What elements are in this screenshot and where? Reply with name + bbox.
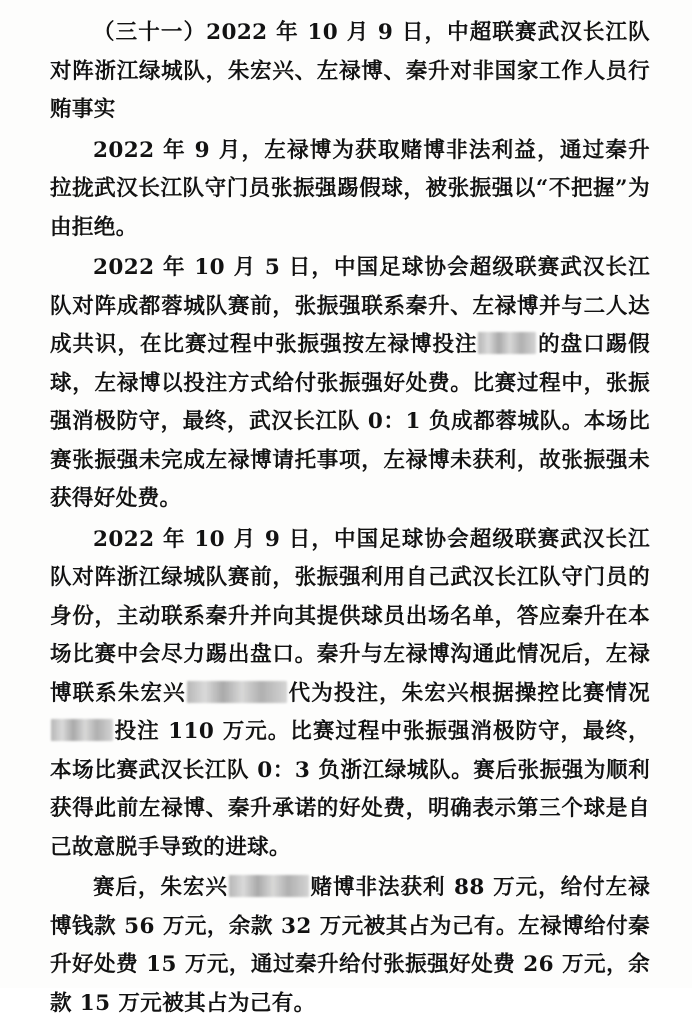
paragraph-text: 的盘口踢假球，左禄博以投注方式给付张振强好处费。比赛过程中，张振强消极防守，最终，武汉长江队 0：1 负成都蓉城队。本场比赛张振强未完成左禄博请托事项，左禄博未获利，故张振强未获得好处费。 (50, 332, 650, 511)
paragraph-text: 赛后，朱宏兴 (93, 875, 228, 900)
paragraph (50, 14, 650, 130)
paragraph (50, 521, 650, 868)
paragraph-text: （三十一）2022 年 10 月 9 日，中超联赛武汉长江队对阵浙江绿城队，朱宏兴、左禄博、秦升对非国家工作人员行贿事实 (50, 20, 650, 122)
paragraph-text: 2022 年 10 月 5 日，中国足球协会超级联赛武汉长江队对阵成都蓉城队赛前，张振强联系秦升、左禄博并与二人达成共识，在比赛过程中张振强按左禄博投注 (50, 255, 650, 357)
redacted-text-block (187, 681, 287, 703)
redacted-text-block (229, 875, 309, 897)
paragraph (50, 132, 650, 248)
paragraph-text: 2022 年 9 月，左禄博为获取赌博非法利益，通过秦升拉拢武汉长江队守门员张振强踢假球，被张振强以“不把握”为由拒绝。 (50, 137, 650, 240)
paragraph-text: 赌博非法获利 88 万元，给付左禄博钱款 56 万元，余款 32 万元被其占为己有。左禄博给付秦升好处费 15 万元，通过秦升给付张振强好处费 26 万元，余款 15 万元被其占为己有。 (50, 875, 650, 1016)
paragraph (50, 869, 650, 1023)
paragraph-text: 代为投注，朱宏兴根据操控比赛情况 (287, 680, 651, 706)
paragraph-text: 投注 110 万元。比赛过程中张振强消极防守，最终，本场比赛武汉长江队 0：3 负浙江绿城队。赛后张振强为顺利获得此前左禄博、秦升承诺的好处费，明确表示第三个球是自己故意脱手导致的进球。 (50, 719, 650, 860)
redacted-text-block (51, 719, 113, 741)
redacted-text-block (478, 332, 536, 354)
paragraph (50, 249, 650, 519)
document-body (50, 14, 650, 1025)
paragraph-text: 2022 年 10 月 9 日，中国足球协会超级联赛武汉长江队对阵浙江绿城队赛前，张振强利用自己武汉长江队守门员的身份，主动联系秦升并向其提供球员出场名单，答应秦升在本场比赛中会尽力踢出盘口。秦升与左禄博沟通此情况后，左禄博联系朱宏兴 (50, 526, 650, 706)
